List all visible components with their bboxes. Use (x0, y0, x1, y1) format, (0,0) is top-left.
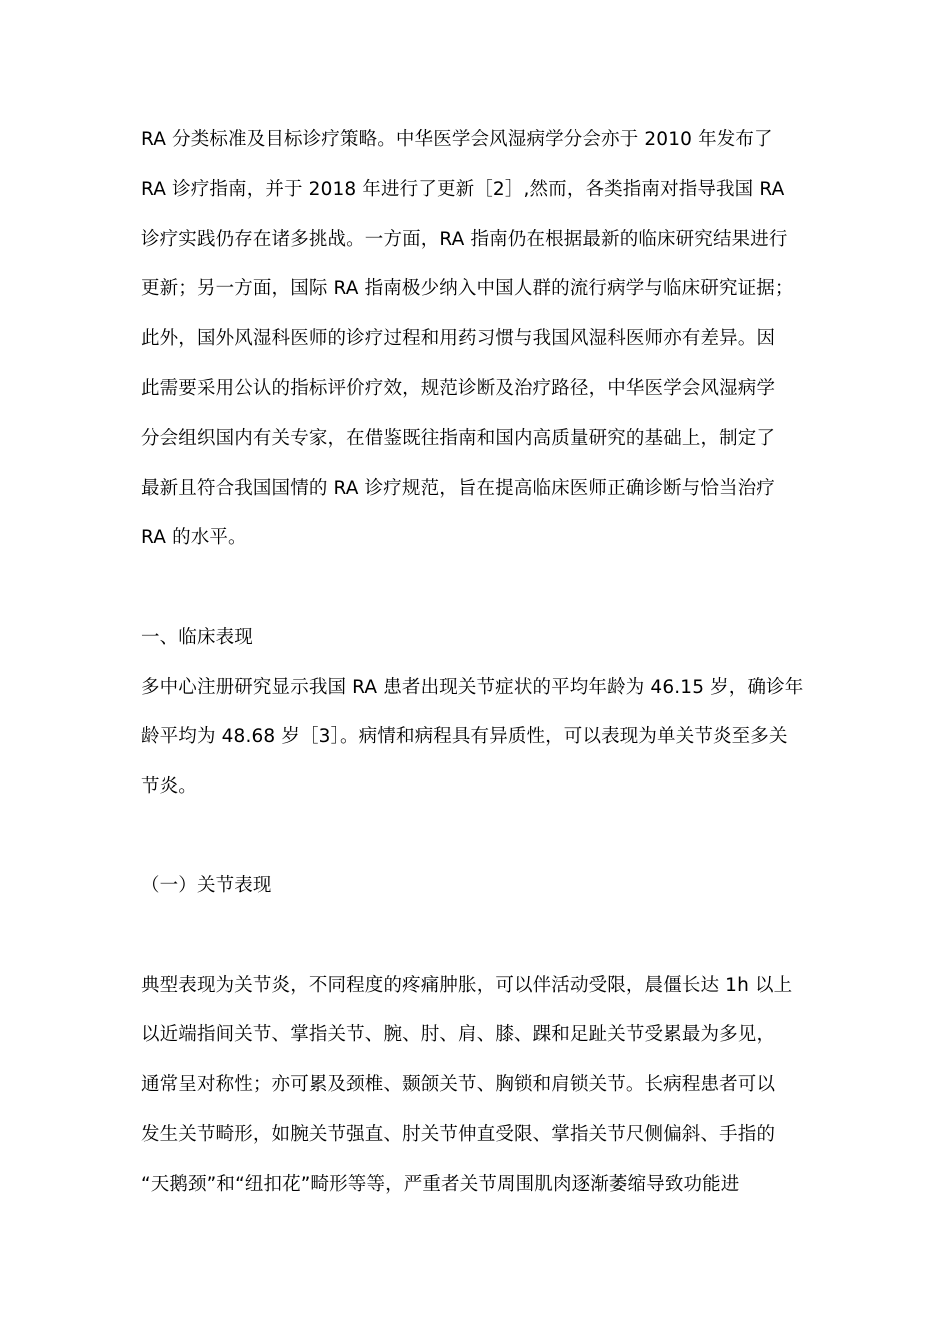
text-line: 通常呈对称性；亦可累及颈椎、颞颌关节、胸锁和肩锁关节。长病程患者可以 (141, 1074, 776, 1095)
section-heading: 一、临床表现 (141, 627, 253, 648)
text-line: 多中心注册研究显示我国 RA 患者出现关节症状的平均年龄为 46.15 岁，确诊年 (141, 677, 804, 698)
text-line: 此外，国外风湿科医师的诊疗过程和用药习惯与我国风湿科医师亦有差异。因 (141, 328, 776, 349)
text-line: 更新；另一方面，国际 RA 指南极少纳入中国人群的流行病学与临床研究证据； (141, 278, 794, 299)
text-line: 以近端指间关节、掌指关节、腕、肘、肩、膝、踝和足趾关节受累最为多见， (141, 1024, 776, 1045)
text-line: RA 诊疗指南，并于 2018 年进行了更新［2］,然而，各类指南对指导我国 RA (141, 179, 785, 200)
text-line: 发生关节畸形，如腕关节强直、肘关节伸直受限、掌指关节尺侧偏斜、手指的 (141, 1124, 776, 1145)
text-line: 分会组织国内有关专家，在借鉴既往指南和国内高质量研究的基础上，制定了 (141, 428, 776, 449)
text-line: 龄平均为 48.68 岁［3］。病情和病程具有异质性，可以表现为单关节炎至多关 (141, 726, 788, 747)
text-line: 诊疗实践仍存在诸多挑战。一方面，RA 指南仍在根据最新的临床研究结果进行 (141, 229, 788, 250)
text-line: 典型表现为关节炎，不同程度的疼痛肿胀，可以伴活动受限，晨僵长达 1h 以上 (141, 975, 793, 996)
text-line: RA 的水平。 (141, 527, 247, 548)
text-line: 最新且符合我国国情的 RA 诊疗规范，旨在提高临床医师正确诊断与恰当治疗 (141, 478, 775, 499)
text-line: 此需要采用公认的指标评价疗效，规范诊断及治疗路径，中华医学会风湿病学 (141, 378, 776, 399)
text-line: 节炎。 (141, 776, 197, 797)
text-line: “天鹅颈”和“纽扣花”畸形等等，严重者关节周围肌肉逐渐萎缩导致功能进 (141, 1174, 740, 1195)
subsection-heading: （一）关节表现 (141, 875, 272, 896)
text-line: RA 分类标准及目标诊疗策略。中华医学会风湿病学分会亦于 2010 年发布了 (141, 129, 773, 150)
